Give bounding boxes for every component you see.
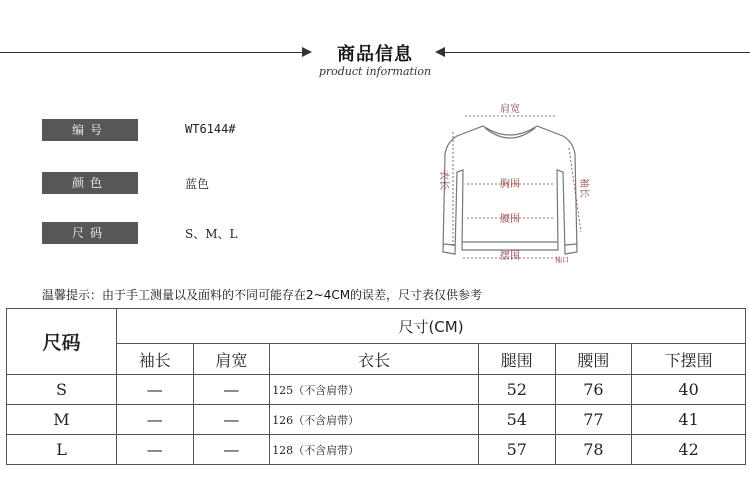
column-header: 肩宽	[193, 344, 270, 375]
neckline-shape	[485, 128, 535, 138]
header-arrow-right	[302, 47, 312, 57]
shoulder-label: 肩宽	[500, 104, 520, 115]
table-cell: 41	[632, 405, 746, 435]
table-cell: 52	[479, 375, 556, 405]
size-cell: M	[7, 405, 117, 435]
hem-label: 摆围	[500, 251, 520, 262]
section-title: 商品信息	[337, 44, 413, 65]
table-cell: —	[193, 405, 270, 435]
dimension-header: 尺寸(CM)	[117, 309, 746, 344]
column-header: 袖长	[117, 344, 194, 375]
chest-label: 胸围	[500, 179, 520, 190]
label-size: 尺码	[42, 222, 138, 244]
table-row	[7, 405, 746, 435]
table-cell: —	[117, 375, 194, 405]
label-color: 颜色	[42, 172, 138, 194]
table-cell: —	[117, 435, 194, 465]
value-item-number: WT6144#	[185, 122, 236, 136]
table-row	[7, 375, 746, 405]
table-cell: 77	[555, 405, 632, 435]
sleeve-label: 袖长	[578, 178, 589, 198]
section-subtitle: product information	[318, 65, 432, 78]
table-cell: 76	[555, 375, 632, 405]
column-header: 腿围	[479, 344, 556, 375]
measurement-notice: 温馨提示：由于手工测量以及面料的不同可能存在2~4CM的误差，尺寸表仅供参考	[42, 288, 483, 302]
value-size: S、M、L	[185, 227, 238, 241]
column-header-row	[7, 344, 746, 375]
column-header: 下摆围	[632, 344, 746, 375]
length-label: 衣长	[438, 170, 449, 190]
column-header: 衣长	[270, 344, 479, 375]
waist-label: 腰围	[500, 214, 520, 225]
table-cell: 125（不含肩带）	[270, 375, 479, 405]
size-cell: S	[7, 375, 117, 405]
column-header: 腰围	[555, 344, 632, 375]
garment-measurement-diagram	[425, 92, 595, 270]
table-cell: —	[193, 375, 270, 405]
table-cell: 54	[479, 405, 556, 435]
header-line-right	[445, 52, 750, 53]
header-line-left	[0, 52, 302, 53]
size-table	[6, 308, 746, 465]
table-cell: 40	[632, 375, 746, 405]
value-color: 蓝色	[185, 177, 210, 191]
label-item-number: 编号	[42, 119, 138, 141]
table-cell: 78	[555, 435, 632, 465]
table-cell: 126（不含肩带）	[270, 405, 479, 435]
table-cell: 42	[632, 435, 746, 465]
table-header-row	[7, 309, 746, 344]
right-cuff-line	[565, 244, 577, 245]
size-cell: L	[7, 435, 117, 465]
size-column-header: 尺码	[7, 309, 117, 375]
table-cell: —	[193, 435, 270, 465]
table-cell: 57	[479, 435, 556, 465]
table-cell: —	[117, 405, 194, 435]
sweater-outline-shape	[443, 126, 577, 254]
table-cell: 128（不含肩带）	[270, 435, 479, 465]
header-arrow-left	[435, 47, 445, 57]
table-row	[7, 435, 746, 465]
cuff-label: 袖口	[555, 256, 569, 264]
